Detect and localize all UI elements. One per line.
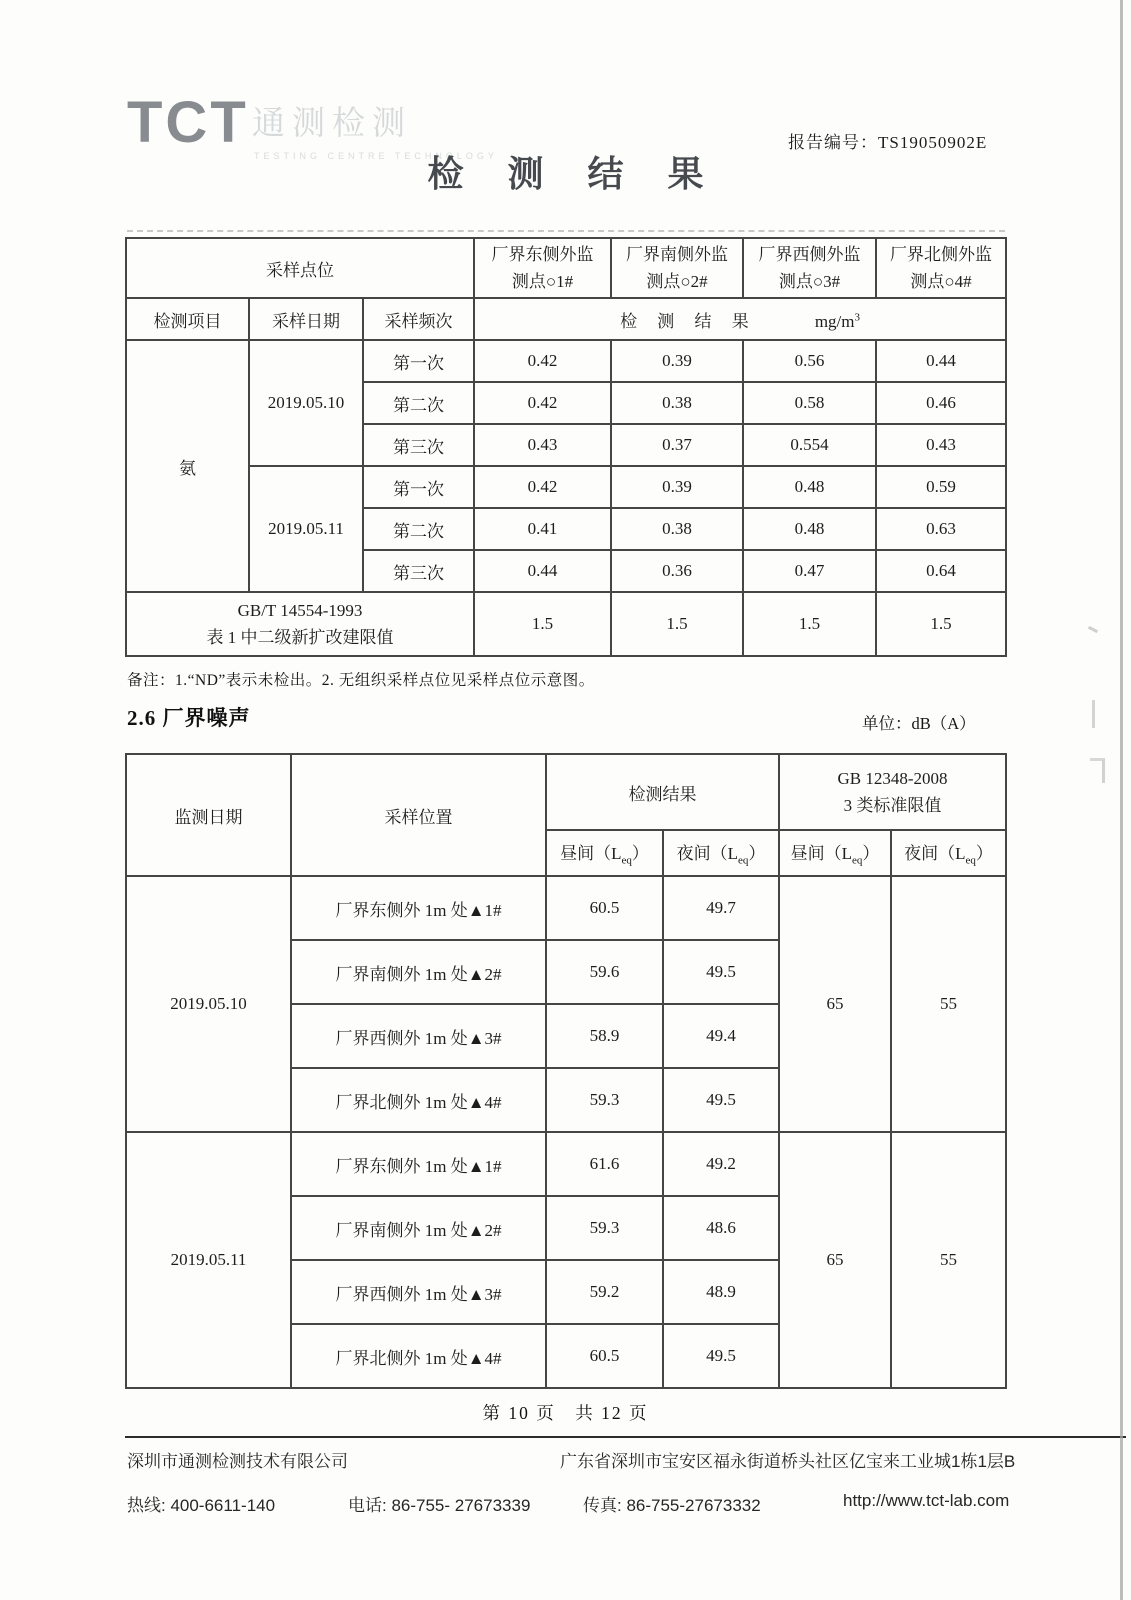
noise-standard-header [779,754,1006,830]
title-underline [127,230,1005,232]
scan-mark [1092,700,1095,728]
monitor-date-header: 监测日期 [126,754,291,876]
night-value-cell: 48.6 [663,1196,779,1260]
night-value-cell: 49.5 [663,1324,779,1388]
table-row [126,1132,1006,1196]
night-value-cell: 49.4 [663,1004,779,1068]
monitor-point-4-header [876,238,1006,298]
boundary-noise-table [125,753,1007,1389]
result-cell: 0.48 [743,508,876,550]
day-limit-header [779,830,891,876]
position-cell: 厂界东侧外 1m 处▲1# [291,1132,546,1196]
result-cell: 0.48 [743,466,876,508]
table-row [126,340,1006,382]
footer-company-name: 深圳市通测检测技术有限公司 [127,1452,348,1471]
monitor-point-2-header [611,238,743,298]
night-value-cell: 48.9 [663,1260,779,1324]
freq-header: 采样频次 [363,298,474,340]
tct-logo: TCT [127,90,249,155]
footer-divider [125,1436,1126,1438]
result-cell: 0.64 [876,550,1006,592]
ammonia-results-table [125,237,1007,657]
night-value-cell: 49.5 [663,940,779,1004]
result-cell: 0.39 [611,340,743,382]
logo-english-tagline: TESTING CENTRE TECHNOLOGY [254,151,498,161]
result-cell: 0.46 [876,382,1006,424]
leq-subscript: eq [738,854,749,867]
page-number: 第 10 页 共 12 页 [482,1403,649,1423]
day-value-cell: 60.5 [546,1324,663,1388]
position-cell: 厂界西侧外 1m 处▲3# [291,1260,546,1324]
result-cell: 0.38 [611,382,743,424]
table1-header-row-1 [126,238,1006,298]
result-cell: 0.36 [611,550,743,592]
sample-position-header: 采样位置 [291,754,546,876]
noise-standard-line2: 3 类标准限值 [843,796,942,815]
result-cell: 0.42 [474,340,611,382]
result-cell: 0.58 [743,382,876,424]
monitor-point-2-line1: 厂界南侧外监 [626,245,729,264]
footer-phone: 电话: 86-755- 27673339 [348,1496,531,1515]
position-cell: 厂界西侧外 1m 处▲3# [291,1004,546,1068]
day-value-cell: 59.2 [546,1260,663,1324]
table1-header-row-2 [126,298,1006,340]
night-leq-post: ） [748,844,766,864]
freq-cell: 第二次 [363,382,474,424]
date-cell: 2019.05.11 [249,466,363,592]
result-cell: 0.63 [876,508,1006,550]
freq-cell: 第一次 [363,340,474,382]
monitor-point-3-line1: 厂界西侧外监 [758,245,861,264]
result-cell: 0.44 [876,340,1006,382]
night-leq-pre: 夜间（L [676,844,738,864]
freq-cell: 第二次 [363,508,474,550]
night-value-cell: 49.2 [663,1132,779,1196]
result-cell: 0.44 [474,550,611,592]
section-title-noise: 2.6 厂界噪声 [127,706,251,730]
result-cell: 0.42 [474,382,611,424]
position-cell: 厂界南侧外 1m 处▲2# [291,1196,546,1260]
result-cell: 0.47 [743,550,876,592]
monitor-point-3-line2: 测点○3# [778,272,841,291]
night-limit-pre: 夜间（L [904,844,966,864]
report-number-label: 报告编号： [788,133,878,152]
freq-cell: 第三次 [363,550,474,592]
monitor-date-cell: 2019.05.11 [126,1132,291,1388]
day-leq-header [546,830,663,876]
noise-standard-line1: GB 12348-2008 [837,769,948,788]
result-header-label: 检 测 结 果 [620,311,757,331]
night-leq-header [663,830,779,876]
day-limit-post: ） [862,844,880,864]
item-header: 检测项目 [126,298,249,340]
result-unit-header [474,298,1006,340]
day-leq-post: ） [631,844,649,864]
position-cell: 厂界北侧外 1m 处▲4# [291,1324,546,1388]
result-cell: 0.43 [876,424,1006,466]
monitor-point-1-line2: 测点○1# [511,272,574,291]
night-value-cell: 49.5 [663,1068,779,1132]
result-cell: 0.43 [474,424,611,466]
result-cell: 0.42 [474,466,611,508]
night-limit-cell: 55 [891,876,1006,1132]
table-row [126,466,1006,508]
noise-result-header: 检测结果 [546,754,779,830]
day-value-cell: 59.6 [546,940,663,1004]
table-row [126,876,1006,940]
freq-cell: 第一次 [363,466,474,508]
freq-cell: 第三次 [363,424,474,466]
unit-superscript: 3 [854,310,860,323]
leq-subscript: eq [621,854,632,867]
unit-label: mg/m [814,311,855,331]
monitor-date-cell: 2019.05.10 [126,876,291,1132]
monitor-point-1-header [474,238,611,298]
day-leq-pre: 昼间（L [560,844,622,864]
date-header: 采样日期 [249,298,363,340]
night-limit-cell: 55 [891,1132,1006,1388]
day-value-cell: 59.3 [546,1196,663,1260]
result-cell: 0.554 [743,424,876,466]
footer-fax: 传真: 86-755-27673332 [583,1496,761,1515]
leq-subscript: eq [965,854,976,867]
limit-value: 1.5 [743,592,876,656]
monitor-point-2-line2: 测点○2# [646,272,708,291]
limit-value: 1.5 [876,592,1006,656]
day-limit-pre: 昼间（L [790,844,852,864]
night-limit-header [891,830,1006,876]
logo-chinese-name: 通测检测 [252,104,412,141]
monitor-point-3-header [743,238,876,298]
night-limit-post: ） [975,844,993,864]
table-note: 备注：1.“ND”表示未检出。2. 无组织采样点位见采样点位示意图。 [127,672,595,689]
day-value-cell: 59.3 [546,1068,663,1132]
date-cell: 2019.05.10 [249,340,363,466]
scan-edge-line [1120,0,1123,1600]
footer-address: 广东省深圳市宝安区福永街道桥头社区亿宝来工业城1栋1层B [560,1452,1016,1471]
day-value-cell: 58.9 [546,1004,663,1068]
monitor-point-1-line1: 厂界东侧外监 [491,245,594,264]
day-value-cell: 61.6 [546,1132,663,1196]
scan-mark [1088,626,1098,633]
item-cell-ammonia: 氨 [126,340,249,592]
section-unit-label: 单位：dB（A） [862,714,976,733]
result-cell: 0.41 [474,508,611,550]
table2-header-row-1 [126,754,1006,830]
footer-website: http://www.tct-lab.com [843,1491,1010,1510]
leq-subscript: eq [852,854,863,867]
page-title: 检测结果 [427,154,748,194]
result-cell: 0.37 [611,424,743,466]
footer-hotline: 热线: 400-6611-140 [127,1496,276,1515]
limit-row [126,592,1006,656]
report-number-value: TS19050902E [878,133,988,152]
scan-mark [1090,758,1105,783]
result-cell: 0.38 [611,508,743,550]
limit-value: 1.5 [611,592,743,656]
limit-standard-line1: GB/T 14554-1993 [237,601,363,620]
night-value-cell: 49.7 [663,876,779,940]
result-cell: 0.56 [743,340,876,382]
position-cell: 厂界北侧外 1m 处▲4# [291,1068,546,1132]
result-cell: 0.59 [876,466,1006,508]
day-value-cell: 60.5 [546,876,663,940]
day-limit-cell: 65 [779,1132,891,1388]
limit-value: 1.5 [474,592,611,656]
result-cell: 0.39 [611,466,743,508]
monitor-point-4-line2: 测点○4# [910,272,972,291]
limit-standard-label [126,592,474,656]
monitor-point-4-line1: 厂界北侧外监 [890,245,993,264]
limit-standard-line2: 表 1 中二级新扩改建限值 [206,628,394,647]
position-cell: 厂界南侧外 1m 处▲2# [291,940,546,1004]
day-limit-cell: 65 [779,876,891,1132]
sampling-point-header: 采样点位 [126,238,474,298]
position-cell: 厂界东侧外 1m 处▲1# [291,876,546,940]
